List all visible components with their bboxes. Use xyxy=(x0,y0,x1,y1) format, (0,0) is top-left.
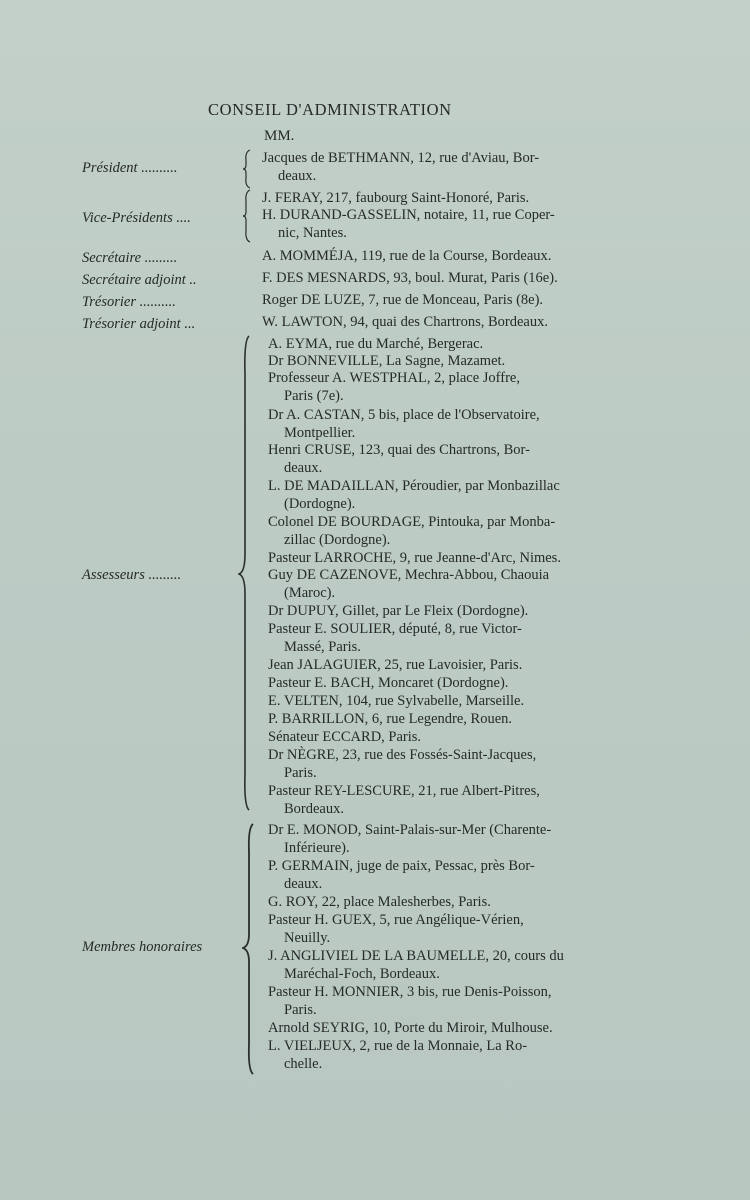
entry-line: chelle. xyxy=(284,1055,323,1072)
entry-line: Jean JALAGUIER, 25, rue Lavoisier, Paris. xyxy=(268,657,523,673)
entry-secretaire xyxy=(262,248,607,266)
entry-line: A. MOMMÉJA, 119, rue de la Course, Bordeaux. xyxy=(262,248,552,264)
entry-line: Professeur A. WESTPHAL, 2, place Joffre, xyxy=(268,370,520,386)
entry-assesseur-9 xyxy=(268,567,613,602)
role-membres-honoraires: Membres honoraires xyxy=(82,939,203,955)
entry-line: P. GERMAIN, juge de paix, Pessac, près Bor- xyxy=(268,858,535,874)
entry-honoraire-1 xyxy=(268,822,613,857)
entry-line: Dr BONNEVILLE, La Sagne, Mazamet. xyxy=(268,353,506,369)
entry-line: Pasteur H. MONNIER, 3 bis, rue Denis-Poisson, xyxy=(268,984,552,1000)
entry-line: Massé, Paris. xyxy=(284,638,361,655)
entry-vp2 xyxy=(262,207,607,242)
entry-line: deaux. xyxy=(284,459,323,476)
entry-line: Dr E. MONOD, Saint-Palais-sur-Mer (Charente- xyxy=(268,822,552,838)
vice-presidents-brace xyxy=(242,188,252,244)
entry-line: F. DES MESNARDS, 93, boul. Murat, Paris (16e). xyxy=(262,270,558,286)
entry-assesseur-15 xyxy=(268,711,613,729)
entry-line: Guy DE CAZENOVE, Mechra-Abbou, Chaouia xyxy=(268,567,550,583)
entry-line: Pasteur REY-LESCURE, 21, rue Albert-Pitres, xyxy=(268,783,540,799)
entry-line: deaux. xyxy=(284,875,323,892)
entry-assesseur-8 xyxy=(268,550,613,568)
entry-line: Bordeaux. xyxy=(284,800,344,817)
entry-line: Pasteur H. GUEX, 5, rue Angélique-Vérien, xyxy=(268,912,524,928)
entry-assesseur-5 xyxy=(268,442,613,477)
entry-line: L. DE MADAILLAN, Péroudier, par Monbazillac xyxy=(268,478,560,494)
entry-line: G. ROY, 22, place Malesherbes, Paris. xyxy=(268,894,491,910)
entry-honoraire-6 xyxy=(268,984,613,1019)
entry-line: Dr NÈGRE, 23, rue des Fossés-Saint-Jacques, xyxy=(268,747,537,763)
entry-honoraire-7 xyxy=(268,1020,613,1038)
entry-assesseur-4 xyxy=(268,407,613,442)
entry-secretaire-adjoint xyxy=(262,270,607,288)
entry-line: Henri CRUSE, 123, quai des Chartrons, Bor- xyxy=(268,442,530,458)
entry-line: Jacques de BETHMANN, 12, rue d'Aviau, Bor- xyxy=(262,150,540,166)
entry-president xyxy=(262,150,607,185)
entry-line: Pasteur LARROCHE, 9, rue Jeanne-d'Arc, Nimes. xyxy=(268,550,561,566)
role-assesseurs: Assesseurs ......... xyxy=(82,567,182,583)
entry-tresorier-adjoint xyxy=(262,314,607,332)
role-secretaire-adjoint: Secrétaire adjoint .. xyxy=(82,272,197,288)
entry-line: deaux. xyxy=(278,167,317,184)
role-president: Président .......... xyxy=(82,160,178,176)
entry-line: L. VIELJEUX, 2, rue de la Monnaie, La Ro- xyxy=(268,1038,528,1054)
entry-line: Colonel DE BOURDAGE, Pintouka, par Monba- xyxy=(268,514,556,530)
entry-line: zillac (Dordogne). xyxy=(284,531,391,548)
entry-honoraire-5 xyxy=(268,948,613,983)
president-brace xyxy=(242,148,252,190)
entry-line: Arnold SEYRIG, 10, Porte du Miroir, Mulhouse. xyxy=(268,1020,553,1036)
entry-assesseur-10 xyxy=(268,603,613,621)
entry-line: H. DURAND-GASSELIN, notaire, 11, rue Coper- xyxy=(262,207,555,223)
entry-line: Montpellier. xyxy=(284,424,356,441)
entry-line: Pasteur E. SOULIER, député, 8, rue Victor- xyxy=(268,621,522,637)
entry-line: Inférieure). xyxy=(284,839,350,856)
entry-honoraire-8 xyxy=(268,1038,613,1073)
entry-line: Roger DE LUZE, 7, rue de Monceau, Paris (8e). xyxy=(262,292,544,308)
entry-line: Pasteur E. BACH, Moncaret (Dordogne). xyxy=(268,675,509,691)
entry-line: Paris. xyxy=(284,764,317,781)
entry-vp1 xyxy=(262,190,607,208)
entry-assesseur-17 xyxy=(268,747,613,782)
entry-line: J. ANGLIVIEL DE LA BAUMELLE, 20, cours du xyxy=(268,948,564,964)
entry-assesseur-1 xyxy=(268,336,613,354)
honorific-header: MM. xyxy=(264,128,295,144)
entry-line: (Maroc). xyxy=(284,584,336,601)
page-title: CONSEIL D'ADMINISTRATION xyxy=(208,100,452,119)
entry-line: Neuilly. xyxy=(284,929,331,946)
role-tresorier-adjoint: Trésorier adjoint ... xyxy=(82,316,196,332)
entry-line: Maréchal-Foch, Bordeaux. xyxy=(284,965,440,982)
entry-line: Sénateur ECCARD, Paris. xyxy=(268,729,422,745)
entry-line: A. EYMA, rue du Marché, Bergerac. xyxy=(268,336,484,352)
entry-honoraire-2 xyxy=(268,858,613,893)
entry-line: Paris. xyxy=(284,1001,317,1018)
role-tresorier: Trésorier .......... xyxy=(82,294,176,310)
entry-assesseur-2 xyxy=(268,353,613,371)
role-secretaire: Secrétaire ......... xyxy=(82,250,178,266)
entry-assesseur-12 xyxy=(268,657,613,675)
entry-line: nic, Nantes. xyxy=(278,224,347,241)
entry-assesseur-18 xyxy=(268,783,613,818)
entry-line: Dr A. CASTAN, 5 bis, place de l'Observatoire, xyxy=(268,407,540,423)
entry-assesseur-6 xyxy=(268,478,613,513)
assesseurs-brace xyxy=(238,334,248,812)
entry-honoraire-3 xyxy=(268,894,613,912)
entry-line: W. LAWTON, 94, quai des Chartrons, Bordeaux. xyxy=(262,314,548,330)
honoraires-brace xyxy=(242,822,252,1076)
entry-line: E. VELTEN, 104, rue Sylvabelle, Marseille. xyxy=(268,693,525,709)
entry-line: Paris (7e). xyxy=(284,387,344,404)
entry-assesseur-3 xyxy=(268,370,613,405)
entry-line: Dr DUPUY, Gillet, par Le Fleix (Dordogne). xyxy=(268,603,529,619)
entry-honoraire-4 xyxy=(268,912,613,947)
entry-assesseur-16 xyxy=(268,729,613,747)
entry-assesseur-13 xyxy=(268,675,613,693)
entry-tresorier xyxy=(262,292,607,310)
entry-assesseur-14 xyxy=(268,693,613,711)
entry-assesseur-7 xyxy=(268,514,613,549)
entry-line: J. FERAY, 217, faubourg Saint-Honoré, Paris. xyxy=(262,190,530,206)
entry-assesseur-11 xyxy=(268,621,613,656)
role-vice-presidents: Vice-Présidents .... xyxy=(82,210,191,226)
entry-line: (Dordogne). xyxy=(284,495,356,512)
entry-line: P. BARRILLON, 6, rue Legendre, Rouen. xyxy=(268,711,513,727)
